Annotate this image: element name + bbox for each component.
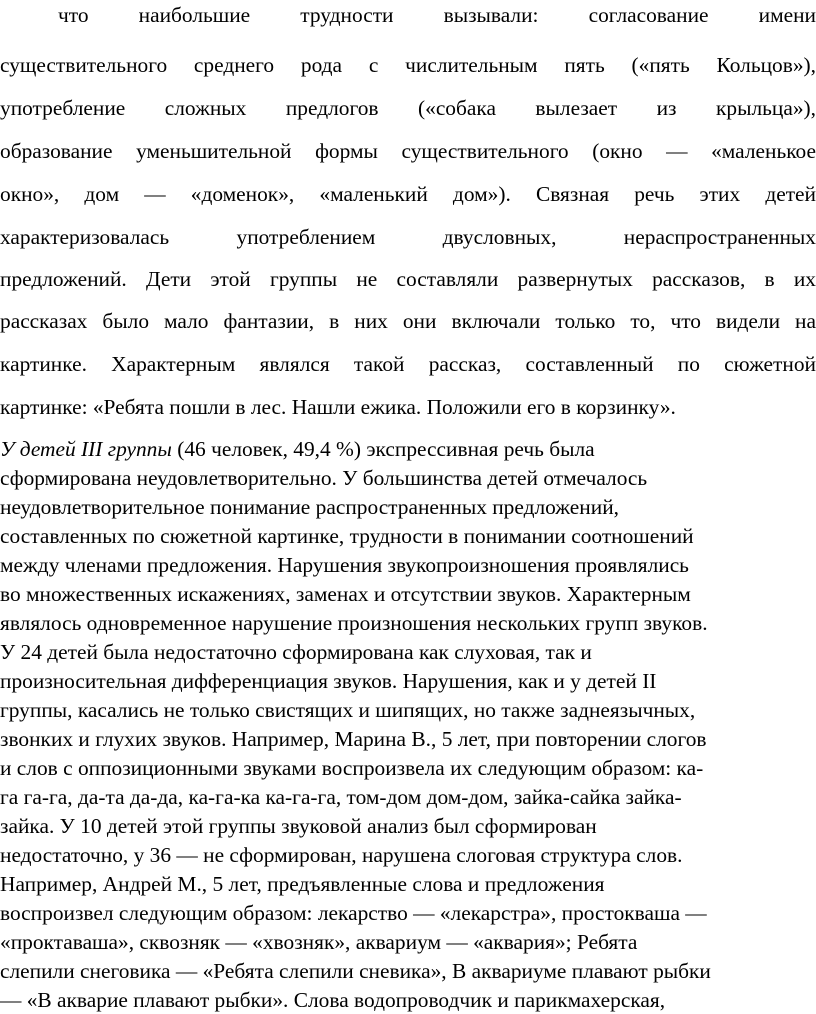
paragraph-line: что наибольшие трудности вызывали: согласование имени bbox=[58, 3, 816, 27]
group-heading-italic: У детей III группы bbox=[0, 437, 172, 461]
paragraph-line: предложений. Дети этой группы не составляли развернутых рассказов, в их bbox=[0, 267, 816, 291]
paragraph-line: употребление сложных предлогов («собака вылезает из крыльца»), bbox=[0, 96, 816, 120]
paragraph-line: составленных по сюжетной картинке, трудности в понимании соотношений bbox=[0, 524, 694, 548]
paragraph-line: неудовлетворительное понимание распространенных предложений, bbox=[0, 495, 619, 519]
paragraph-line: звонких и глухих звуков. Например, Марина В., 5 лет, при повторении слогов bbox=[0, 727, 707, 751]
paragraph-line: зайка. У 10 детей этой группы звуковой анализ был сформирован bbox=[0, 814, 597, 838]
paragraph-line: группы, касались не только свистящих и шипящих, но также заднеязычных, bbox=[0, 698, 696, 722]
paragraph-line: произносительная дифференциация звуков. Нарушения, как и у детей II bbox=[0, 669, 657, 693]
paragraph-line: между членами предложения. Нарушения звукопроизношения проявлялись bbox=[0, 553, 689, 577]
paragraph-line: и слов с оппозиционными звуками воспроизвела их следующим образом: ка- bbox=[0, 756, 704, 780]
paragraph-line: окно», дом — «доменок», «маленький дом»). Связная речь этих детей bbox=[0, 182, 816, 206]
paragraph-line: недостаточно, у 36 — не сформирован, нарушена слоговая структура слов. bbox=[0, 843, 683, 867]
paragraph-line-lead bbox=[0, 435, 816, 463]
paragraph-line: картинке. Характерным являлся такой рассказ, составленный по сюжетной bbox=[0, 352, 816, 376]
lead-text: (46 человек, 49,4 %) экспрессивная речь была bbox=[171, 437, 595, 461]
paragraph-line: образование уменьшительной формы существительного (окно — «маленькое bbox=[0, 139, 816, 163]
paragraph-line: Например, Андрей М., 5 лет, предъявленные слова и предложения bbox=[0, 872, 605, 896]
paragraph-line: картинке: «Ребята пошли в лес. Нашли ежика. Положили его в корзинку». bbox=[0, 395, 676, 419]
paragraph-line: «проктаваша», сквозняк — «хвозняк», аквариум — «аквария»; Ребята bbox=[0, 930, 638, 954]
paragraph-line: во множественных искажениях, заменах и отсутствии звуков. Характерным bbox=[0, 582, 691, 606]
paragraph-line: У 24 детей была недостаточно сформирована как слуховая, так и bbox=[0, 640, 592, 664]
paragraph-line: характеризовалась употреблением двусловных, нераспространенных bbox=[0, 225, 816, 249]
paragraph-line: рассказах было мало фантазии, в них они включали только то, что видели на bbox=[0, 309, 816, 333]
paragraph-line: слепили снеговика — «Ребята слепили сневика», В аквариуме плавают рыбки bbox=[0, 959, 711, 983]
paragraph-line: сформирована неудовлетворительно. У большинства детей отмечалось bbox=[0, 466, 648, 490]
paragraph-line: существительного среднего рода с числительным пять («пять Кольцов»), bbox=[0, 53, 816, 77]
paragraph-line: — «В акварие плавают рыбки». Слова водопроводчик и парикмахерская, bbox=[0, 988, 666, 1012]
paragraph-line: являлось одновременное нарушение произношения нескольких групп звуков. bbox=[0, 611, 708, 635]
paragraph-line: га га-га, да-та да-да, ка-га-ка ка-га-га, том-дом дом-дом, зайка-сайка зайка- bbox=[0, 785, 682, 809]
paragraph-line: воспроизвел следующим образом: лекарство — «лекарстра», простокваша — bbox=[0, 901, 707, 925]
